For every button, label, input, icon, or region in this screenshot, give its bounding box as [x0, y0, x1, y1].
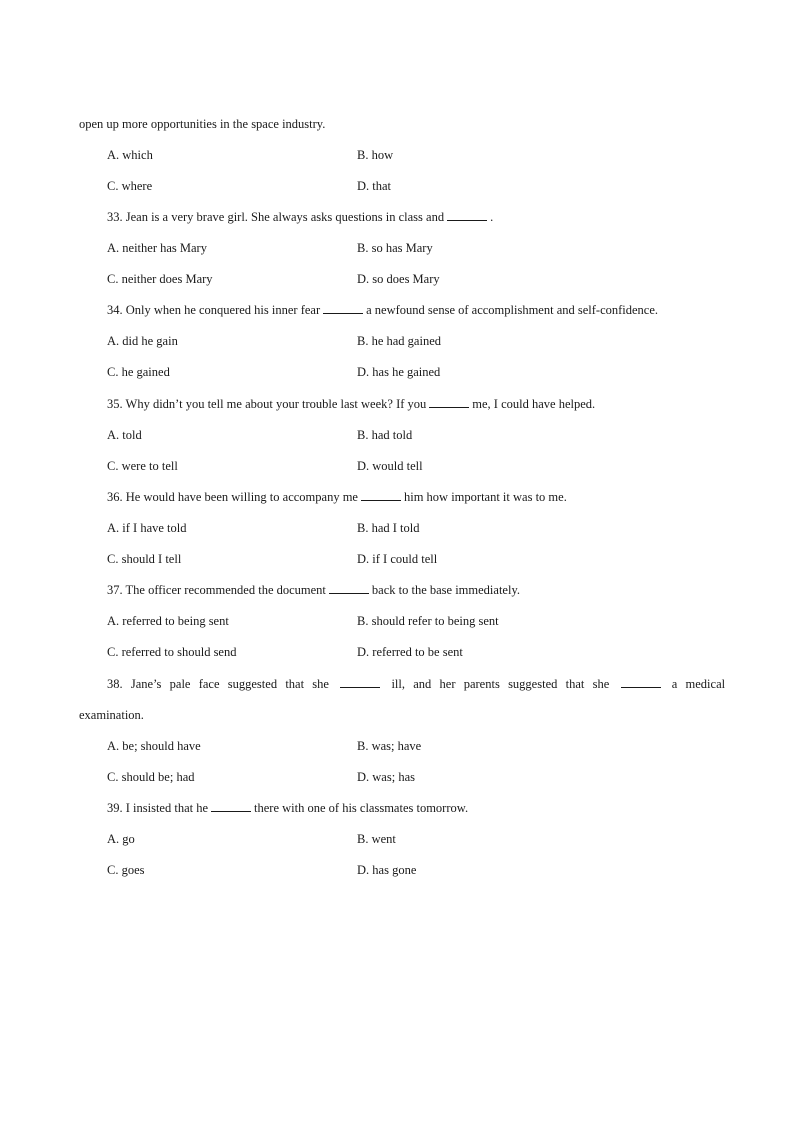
q38-word: suggested: [227, 677, 278, 691]
q33-option-a: A. neither has Mary: [107, 241, 207, 255]
q39-option-a: A. go: [107, 832, 135, 846]
q38-option-d: D. was; has: [357, 770, 415, 784]
q33-stem-text: 33. Jean is a very brave girl. She always asks questions in class and: [107, 210, 445, 224]
q38-word: that: [565, 677, 585, 691]
q38-word: 38.: [107, 677, 123, 691]
q35-option-d: D. would tell: [357, 459, 423, 473]
answer-blank: [447, 210, 487, 221]
answer-blank: [621, 677, 661, 688]
q35-stem: [107, 396, 595, 412]
answer-blank: [429, 397, 469, 408]
q38-option-c: C. should be; had: [107, 770, 195, 784]
q35-stem-end: me, I could have helped.: [472, 397, 596, 411]
q34-option-d: D. has he gained: [357, 365, 441, 379]
answer-blank: [361, 490, 401, 501]
q35-option-b: B. had told: [357, 428, 413, 442]
q32-continuation: open up more opportunities in the space industry.: [79, 117, 326, 131]
q38-word: suggested: [508, 677, 558, 691]
q32-option-c: C. where: [107, 179, 153, 193]
q33-stem-end: .: [490, 210, 494, 224]
q38-word: medical: [685, 677, 726, 691]
q34-stem: [107, 302, 658, 318]
q38-stem: [107, 676, 725, 692]
q32-option-d: D. that: [357, 179, 392, 193]
q39-stem: [107, 800, 468, 816]
answer-blank: [323, 303, 363, 314]
q34-stem-text: 34. Only when he conquered his inner fear: [107, 303, 321, 317]
q34-stem-end: a newfound sense of accomplishment and self-confidence.: [366, 303, 659, 317]
q35-stem-text: 35. Why didn’t you tell me about your trouble last week? If you: [107, 397, 427, 411]
q37-option-a: A. referred to being sent: [107, 614, 229, 628]
q33-option-c: C. neither does Mary: [107, 272, 213, 286]
q32-option-b: B. how: [357, 148, 394, 162]
q33-stem: [107, 209, 493, 225]
q37-stem-end: back to the base immediately.: [371, 583, 521, 597]
q36-option-c: C. should I tell: [107, 552, 182, 566]
q37-option-b: B. should refer to being sent: [357, 614, 499, 628]
q36-stem-text: 36. He would have been willing to accompany me: [107, 490, 358, 504]
q39-option-c: C. goes: [107, 863, 145, 877]
q37-option-d: D. referred to be sent: [357, 645, 463, 659]
q34-option-c: C. he gained: [107, 365, 170, 379]
q38-word: pale: [169, 677, 191, 691]
q38-word: she: [592, 677, 610, 691]
answer-blank: [340, 677, 380, 688]
q33-option-b: B. so has Mary: [357, 241, 433, 255]
q37-option-c: C. referred to should send: [107, 645, 237, 659]
q36-stem-end: him how important it was to me.: [403, 490, 567, 504]
q38-word: a: [671, 677, 678, 691]
answer-blank: [329, 583, 369, 594]
q38-word: parents: [463, 677, 500, 691]
q33-option-d: D. so does Mary: [357, 272, 440, 286]
q39-stem-end: there with one of his classmates tomorrow.: [254, 801, 469, 815]
q35-option-a: A. told: [107, 428, 142, 442]
q38-word: face: [198, 677, 220, 691]
q38-word: that: [285, 677, 305, 691]
q38-word: and: [413, 677, 432, 691]
q35-option-c: C. were to tell: [107, 459, 178, 473]
q38-word: Jane’s: [130, 677, 162, 691]
q39-stem-text: 39. I insisted that he: [107, 801, 209, 815]
q38-word: she: [312, 677, 329, 691]
q38-option-b: B. was; have: [357, 739, 422, 753]
q38-word: ill,: [391, 677, 405, 691]
q38-option-a: A. be; should have: [107, 739, 201, 753]
q32-option-a: A. which: [107, 148, 153, 162]
q38-continuation: examination.: [79, 708, 144, 722]
q38-word: her: [439, 677, 456, 691]
q34-option-a: A. did he gain: [107, 334, 178, 348]
answer-blank: [211, 801, 251, 812]
q36-option-b: B. had I told: [357, 521, 420, 535]
q34-option-b: B. he had gained: [357, 334, 442, 348]
q36-stem: [107, 489, 567, 505]
q37-stem: [107, 582, 520, 598]
q36-option-d: D. if I could tell: [357, 552, 438, 566]
q39-option-b: B. went: [357, 832, 396, 846]
q37-stem-text: 37. The officer recommended the document: [107, 583, 326, 597]
q36-option-a: A. if I have told: [107, 521, 187, 535]
q39-option-d: D. has gone: [357, 863, 417, 877]
